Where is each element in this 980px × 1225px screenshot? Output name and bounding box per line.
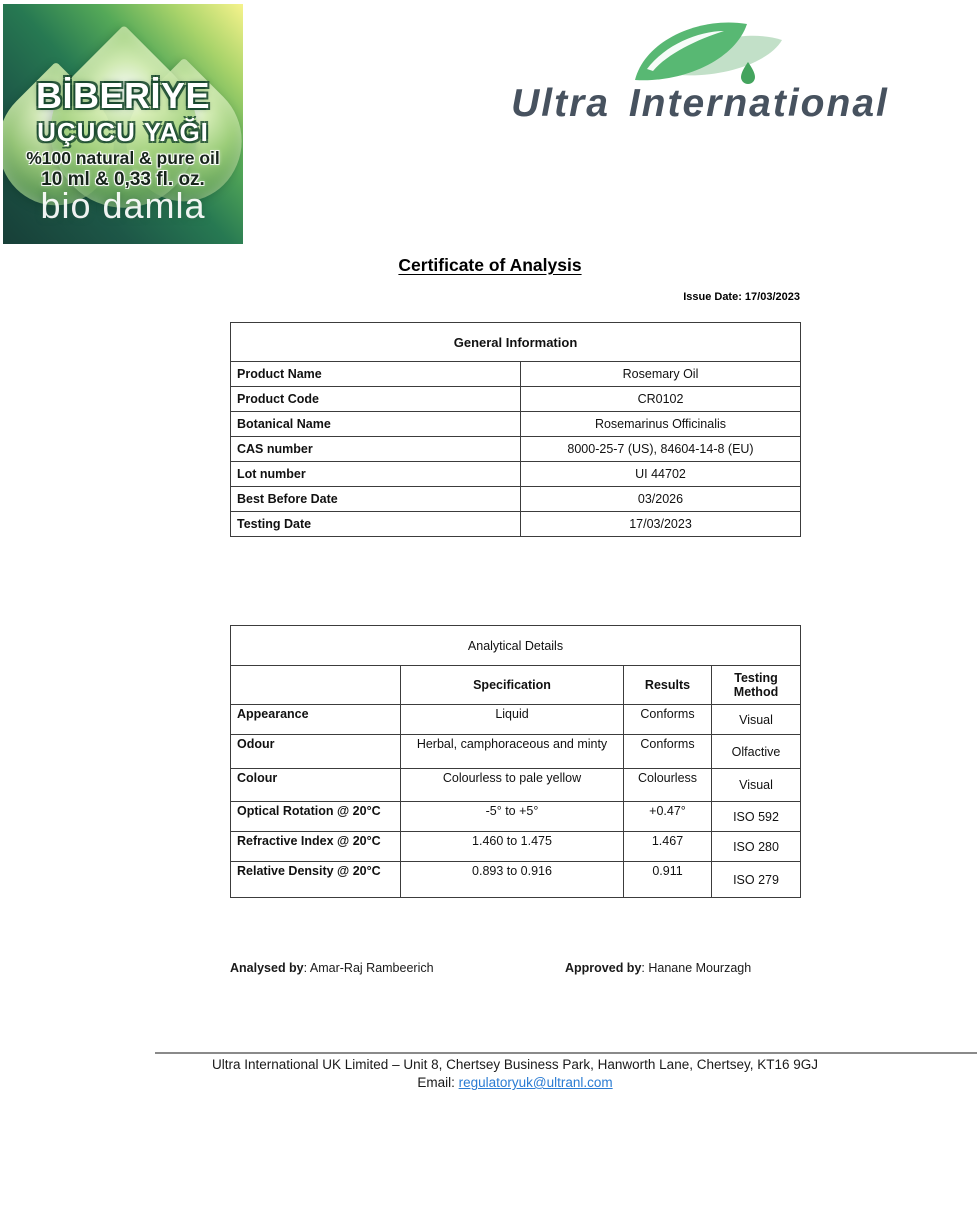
cell-parameter: Refractive Index @ 20°C bbox=[231, 832, 401, 862]
page-title bbox=[180, 255, 800, 276]
cell-method: Visual bbox=[712, 769, 801, 802]
label-text-block bbox=[3, 75, 243, 227]
label-product-type: UÇUCU YAĞI bbox=[37, 116, 209, 147]
cell-result: 0.911 bbox=[624, 862, 712, 898]
table-row bbox=[231, 362, 801, 387]
cell-value: 17/03/2023 bbox=[521, 512, 801, 537]
table-row bbox=[231, 705, 801, 735]
column-header-testing-method: Testing Method bbox=[712, 666, 801, 705]
analysed-by bbox=[230, 961, 434, 975]
separator: : bbox=[303, 961, 310, 975]
table-row bbox=[231, 802, 801, 832]
table-title: Analytical Details bbox=[231, 626, 801, 666]
table-title: General Information bbox=[231, 323, 801, 362]
cell-parameter: Relative Density @ 20°C bbox=[231, 862, 401, 898]
cell-result: Colourless bbox=[624, 769, 712, 802]
cell-label: Best Before Date bbox=[231, 487, 521, 512]
cell-parameter: Appearance bbox=[231, 705, 401, 735]
cell-result: 1.467 bbox=[624, 832, 712, 862]
table-row bbox=[231, 487, 801, 512]
analysed-by-name: Amar-Raj Rambeerich bbox=[309, 961, 434, 975]
approved-by bbox=[565, 961, 751, 975]
product-label-image bbox=[3, 4, 243, 244]
label-volume: 10 ml & 0,33 fl. oz. bbox=[41, 169, 205, 191]
page-title-text: Certificate of Analysis bbox=[398, 255, 582, 275]
column-header-blank bbox=[231, 666, 401, 705]
cell-label: Botanical Name bbox=[231, 412, 521, 437]
email-label: Email: bbox=[417, 1075, 455, 1090]
cell-label: Product Name bbox=[231, 362, 521, 387]
table-row bbox=[231, 832, 801, 862]
company-name: Ultra International bbox=[511, 82, 889, 125]
table-row bbox=[231, 862, 801, 898]
cell-method: ISO 279 bbox=[712, 862, 801, 898]
table-row bbox=[231, 437, 801, 462]
table-row bbox=[231, 769, 801, 802]
table-row bbox=[231, 735, 801, 769]
footer bbox=[55, 1056, 975, 1092]
cell-method: ISO 280 bbox=[712, 832, 801, 862]
cell-label: Testing Date bbox=[231, 512, 521, 537]
cell-result: Conforms bbox=[624, 735, 712, 769]
cell-result: Conforms bbox=[624, 705, 712, 735]
cell-parameter: Odour bbox=[231, 735, 401, 769]
column-header-specification: Specification bbox=[401, 666, 624, 705]
cell-method: Visual bbox=[712, 705, 801, 735]
signature-row bbox=[230, 961, 800, 981]
cell-label: Product Code bbox=[231, 387, 521, 412]
label-product-name: BİBERİYE bbox=[35, 75, 211, 116]
cell-value: Rosemarinus Officinalis bbox=[521, 412, 801, 437]
table-row bbox=[231, 412, 801, 437]
table-row bbox=[231, 462, 801, 487]
cell-value: UI 44702 bbox=[521, 462, 801, 487]
table-row bbox=[231, 387, 801, 412]
footer-divider bbox=[155, 1052, 977, 1054]
cell-specification: 0.893 to 0.916 bbox=[401, 862, 624, 898]
leaf-logo-icon bbox=[595, 12, 825, 87]
cell-specification: -5° to +5° bbox=[401, 802, 624, 832]
email-line bbox=[55, 1074, 975, 1092]
email-link[interactable]: regulatoryuk@ultranl.com bbox=[458, 1075, 613, 1090]
cell-label: Lot number bbox=[231, 462, 521, 487]
cell-value: 03/2026 bbox=[521, 487, 801, 512]
general-information-table bbox=[230, 322, 801, 537]
analytical-details-table bbox=[230, 625, 801, 898]
cell-specification: 1.460 to 1.475 bbox=[401, 832, 624, 862]
label-brand-name: bio damla bbox=[40, 185, 206, 227]
column-header-results: Results bbox=[624, 666, 712, 705]
label-natural-claim: %100 natural & pure oil bbox=[26, 148, 220, 169]
cell-parameter: Colour bbox=[231, 769, 401, 802]
cell-specification: Colourless to pale yellow bbox=[401, 769, 624, 802]
column-header-row bbox=[231, 666, 801, 705]
cell-value: Rosemary Oil bbox=[521, 362, 801, 387]
table-row bbox=[231, 512, 801, 537]
cell-method: Olfactive bbox=[712, 735, 801, 769]
separator: : bbox=[641, 961, 649, 975]
cell-parameter: Optical Rotation @ 20°C bbox=[231, 802, 401, 832]
table-title-row bbox=[231, 626, 801, 666]
cell-value: CR0102 bbox=[521, 387, 801, 412]
issue-date: Issue Date: 17/03/2023 bbox=[683, 291, 800, 303]
cell-specification: Liquid bbox=[401, 705, 624, 735]
cell-label: CAS number bbox=[231, 437, 521, 462]
analysed-by-label: Analysed by bbox=[230, 961, 304, 975]
approved-by-name: Hanane Mourzagh bbox=[648, 961, 752, 975]
table-header-row bbox=[231, 323, 801, 362]
cell-method: ISO 592 bbox=[712, 802, 801, 832]
cell-specification: Herbal, camphoraceous and minty bbox=[401, 735, 624, 769]
cell-result: +0.47° bbox=[624, 802, 712, 832]
approved-by-label: Approved by bbox=[565, 961, 642, 975]
cell-value: 8000-25-7 (US), 84604-14-8 (EU) bbox=[521, 437, 801, 462]
company-address: Ultra International UK Limited – Unit 8, Chertsey Business Park, Hanworth Lane, Chertsey, KT16 9GJ bbox=[211, 1057, 819, 1072]
